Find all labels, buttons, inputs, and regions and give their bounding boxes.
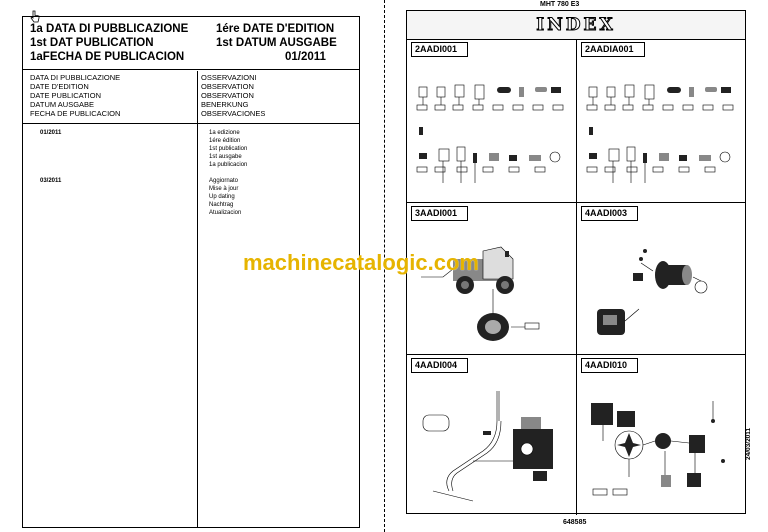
entry-note: Up dating [209, 194, 235, 200]
index-title: INDEX [536, 15, 616, 35]
exhaust-illustration [413, 381, 571, 509]
cell-label: 2AADIA001 [581, 42, 645, 57]
model-label: MHT 780 E3 [540, 1, 580, 8]
entry-note: Atualizacion [209, 210, 242, 216]
cooling-fan-illustration [583, 381, 741, 509]
obs-header-line: OBSERVATION [201, 91, 254, 100]
cell-label: 4AADI003 [581, 206, 638, 221]
index-cell[interactable] [407, 39, 577, 203]
date-header-line: DATE D'EDITION [30, 82, 89, 91]
entry-note: 1st publication [209, 146, 248, 152]
entry-note: 1st ausgabe [209, 154, 242, 160]
header-line2-right: 1st DATUM AUSGABE [216, 37, 337, 49]
publication-header [23, 17, 359, 70]
cell-label: 3AADI001 [411, 206, 468, 221]
cell-label: 4AADI010 [581, 358, 638, 373]
column-divider [197, 71, 198, 527]
filter-kit-illustration [583, 75, 741, 195]
entry-note: Mise à jour [209, 186, 239, 192]
header-line3-right: 01/2011 [285, 51, 326, 63]
date-header-line: DATE PUBLICATION [30, 91, 101, 100]
date-header-line: DATUM AUSGABE [30, 100, 95, 109]
entry-date: 03/2011 [40, 178, 62, 184]
telehandler-illustration [413, 229, 571, 349]
date-header-line: DATA DI PUBBLICAZIONE [30, 73, 121, 82]
obs-header-line: OBSERVACIONES [201, 109, 266, 118]
document-number: 648585 [563, 519, 587, 526]
cell-label: 4AADI004 [411, 358, 468, 373]
entry-note: 1a publicacion [209, 162, 248, 168]
index-banner [407, 11, 745, 40]
header-line1-left: 1a DATA DI PUBBLICAZIONE [30, 23, 189, 35]
index-cell[interactable] [577, 39, 745, 203]
obs-header-line: OBSERVATION [201, 82, 254, 91]
filter-kit-illustration [413, 75, 571, 195]
index-cell[interactable] [407, 203, 577, 355]
column-headers [23, 71, 359, 124]
header-line3-left: 1aFECHA DE PUBLICACION [30, 51, 185, 63]
header-line2-left: 1st DAT PUBLICATION [30, 37, 154, 49]
index-cell[interactable] [407, 355, 577, 515]
air-filter-illustration [583, 229, 741, 349]
vertical-date: 24/03/2011 [745, 427, 752, 460]
entry-note: Aggiornato [209, 178, 239, 184]
date-header-line: FECHA DE PUBLICACION [30, 109, 121, 118]
obs-header-line: OSSERVAZIONI [201, 73, 257, 82]
obs-header-line: BENERKUNG [201, 100, 249, 109]
index-cell[interactable] [577, 203, 745, 355]
cell-label: 2AADI001 [411, 42, 468, 57]
entry-note: 1ére édition [209, 138, 241, 144]
entry-note: 1a edizione [209, 130, 240, 136]
header-line1-right: 1ére DATE D'EDITION [216, 23, 335, 35]
entry-note: Nachtrag [209, 202, 234, 208]
index-cell[interactable] [577, 355, 745, 515]
watermark-text: machinecatalogic.com [243, 250, 479, 275]
entry-date: 01/2011 [40, 130, 62, 136]
